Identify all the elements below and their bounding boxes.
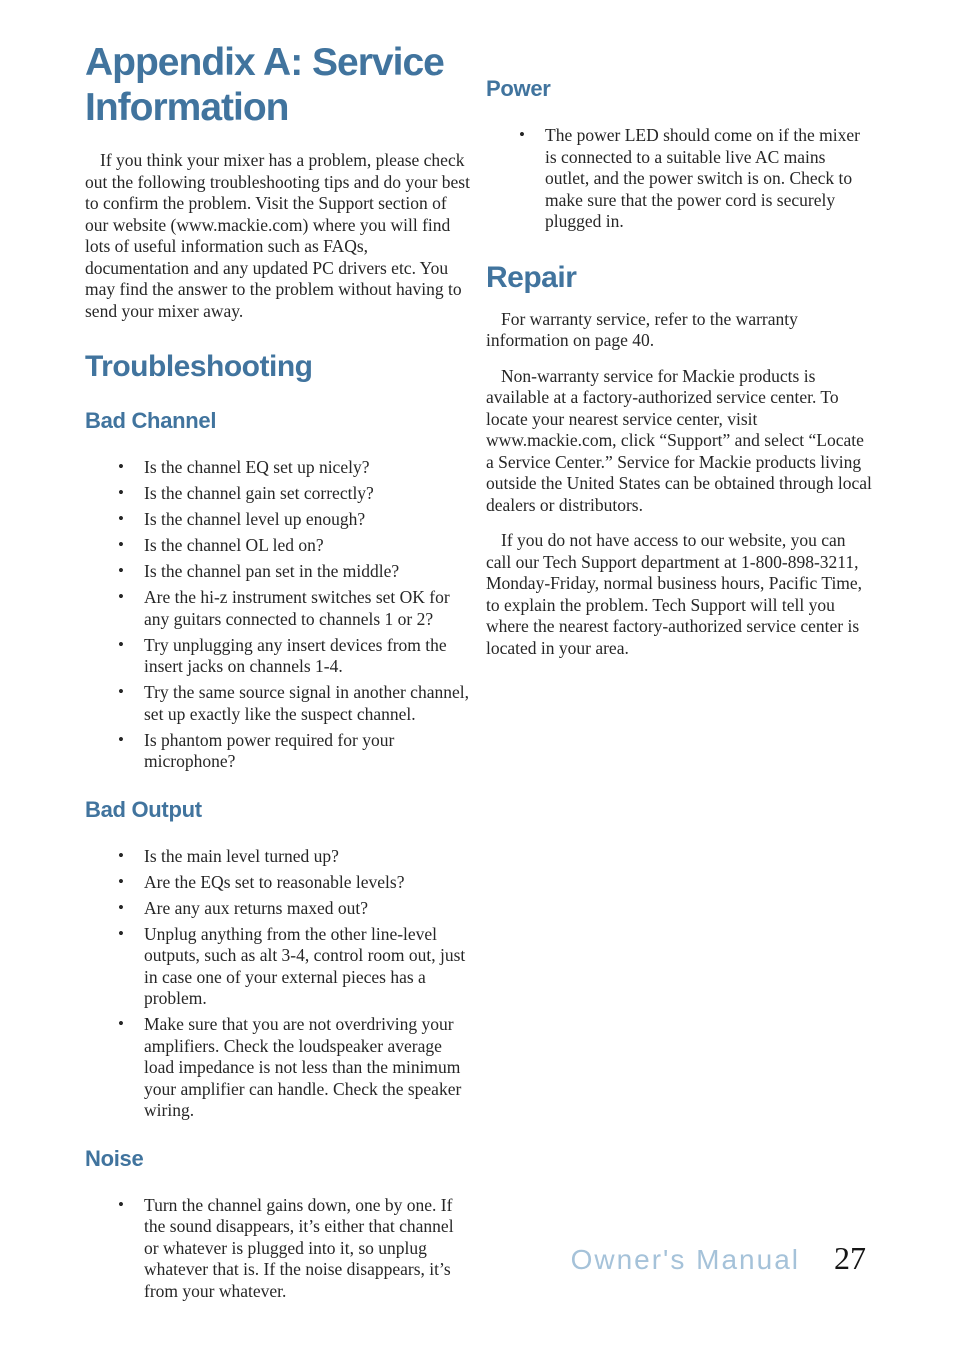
bullet-icon	[118, 456, 124, 478]
power-list	[486, 125, 872, 233]
bullet-icon	[118, 560, 124, 582]
bullet-text: Try the same source signal in another channel, set up exactly like the suspect channel.	[144, 682, 469, 724]
bullet-text: Unplug anything from the other line-level outputs, such as alt 3-4, control room out, just in case one of your external pieces has a problem.	[144, 923, 466, 1008]
bullet-icon	[118, 482, 124, 504]
bullet-item	[144, 898, 471, 920]
bullet-icon	[118, 681, 124, 703]
bullet-icon	[118, 586, 124, 608]
repair-heading: Repair	[486, 260, 577, 294]
noise-list	[85, 1195, 471, 1303]
bullet-icon	[118, 729, 124, 751]
bullet-icon	[519, 124, 525, 146]
bullet-item	[144, 1195, 471, 1303]
bullet-text: The power LED should come on if the mixer is connected to a suitable live AC mains outlet, and the power switch is on. Check to make sure that the power cord is securely plugged in.	[545, 125, 860, 231]
bullet-text: Is the channel EQ set up nicely?	[144, 457, 370, 477]
bullet-item	[144, 682, 471, 725]
troubleshooting-heading: Troubleshooting	[85, 350, 313, 383]
bullet-item	[144, 457, 471, 479]
bullet-text: Turn the channel gains down, one by one. If the sound disappears, it’s either that channel or whatever is plugged into it, so unplug whatever that is. If the noise disappears, it’s from your whatever.	[144, 1194, 454, 1301]
bullet-item	[144, 587, 471, 630]
repair-paragraph-techsupport: If you do not have access to our website, you can call our Tech Support department at 1-800-898-3211, Monday-Friday, normal business hours, Pacific Time, to explain the problem. Tech Support will tell you where the nearest factory-authorized service center is located in your area.	[486, 530, 863, 658]
bad-channel-heading: Bad Channel	[85, 408, 217, 433]
bullet-item	[144, 535, 471, 557]
bullet-item	[144, 846, 471, 868]
bullet-icon	[118, 845, 124, 867]
bullet-icon	[118, 1013, 124, 1035]
owners-manual-label: Owner's Manual	[570, 1244, 800, 1275]
bullet-text: Is the main level turned up?	[144, 845, 339, 866]
power-heading: Power	[486, 76, 551, 101]
page-footer	[571, 1240, 866, 1277]
bullet-text: Try unplugging any insert devices from the insert jacks on channels 1-4.	[144, 634, 447, 676]
bullet-text: Are the hi-z instrument switches set OK for any guitars connected to channels 1 or 2?	[144, 587, 450, 629]
bullet-item	[144, 1014, 471, 1122]
bullet-item	[144, 635, 471, 678]
bullet-text: Is the channel gain set correctly?	[144, 483, 374, 503]
bullet-icon	[118, 897, 124, 919]
bullet-text: Is the channel pan set in the middle?	[144, 561, 400, 581]
bad-output-list	[85, 846, 471, 1122]
bullet-text: Are any aux returns maxed out?	[144, 897, 369, 918]
repair-paragraph-warranty: For warranty service, refer to the warranty information on page 40.	[486, 308, 798, 350]
bad-channel-list	[85, 457, 471, 773]
bullet-item	[144, 561, 471, 583]
bullet-text: Is the channel level up enough?	[144, 509, 366, 529]
bullet-icon	[118, 508, 124, 530]
bullet-item	[545, 125, 872, 233]
right-column	[486, 52, 872, 659]
bullet-text: Is the channel OL led on?	[144, 535, 324, 555]
bullet-text: Are the EQs set to reasonable levels?	[144, 871, 405, 892]
bullet-text: Make sure that you are not overdriving your amplifiers. Check the loudspeaker average load impedance is not less than the minimum your amplifier can handle. Check the speaker wiring.	[144, 1014, 462, 1120]
repair-paragraph-nonwarranty: Non-warranty service for Mackie products is available at a factory-authorized service center. To locate your nearest service center, visit www.mackie.com, click “Support” and select “Locate a Service Center.” Service for Mackie products living outside the United States can be obtained through local dealers or distributors.	[486, 365, 872, 515]
bullet-item	[144, 483, 471, 505]
bullet-icon	[118, 534, 124, 556]
bullet-icon	[118, 871, 124, 893]
bullet-icon	[118, 1194, 124, 1216]
left-column	[85, 40, 471, 1307]
intro-paragraph: If you think your mixer has a problem, please check out the following troubleshooting tips and do your best to confirm the problem. Visit the Support section of our website (www.mackie.com) where you will find lots of useful information such as FAQs, documentation and any updated PC drivers etc. You may find the answer to the problem without having to send your mixer away.	[85, 150, 470, 321]
bad-output-heading: Bad Output	[85, 796, 202, 822]
page-number: 27	[834, 1240, 866, 1276]
bullet-item	[144, 730, 471, 773]
bullet-icon	[118, 634, 124, 656]
bullet-icon	[118, 923, 124, 945]
noise-heading: Noise	[85, 1145, 144, 1171]
bullet-text: Is phantom power required for your microphone?	[144, 729, 395, 771]
appendix-title: Appendix A: Service Information	[85, 41, 444, 129]
bullet-item	[144, 509, 471, 531]
bullet-item	[144, 872, 471, 894]
bullet-item	[144, 924, 471, 1010]
